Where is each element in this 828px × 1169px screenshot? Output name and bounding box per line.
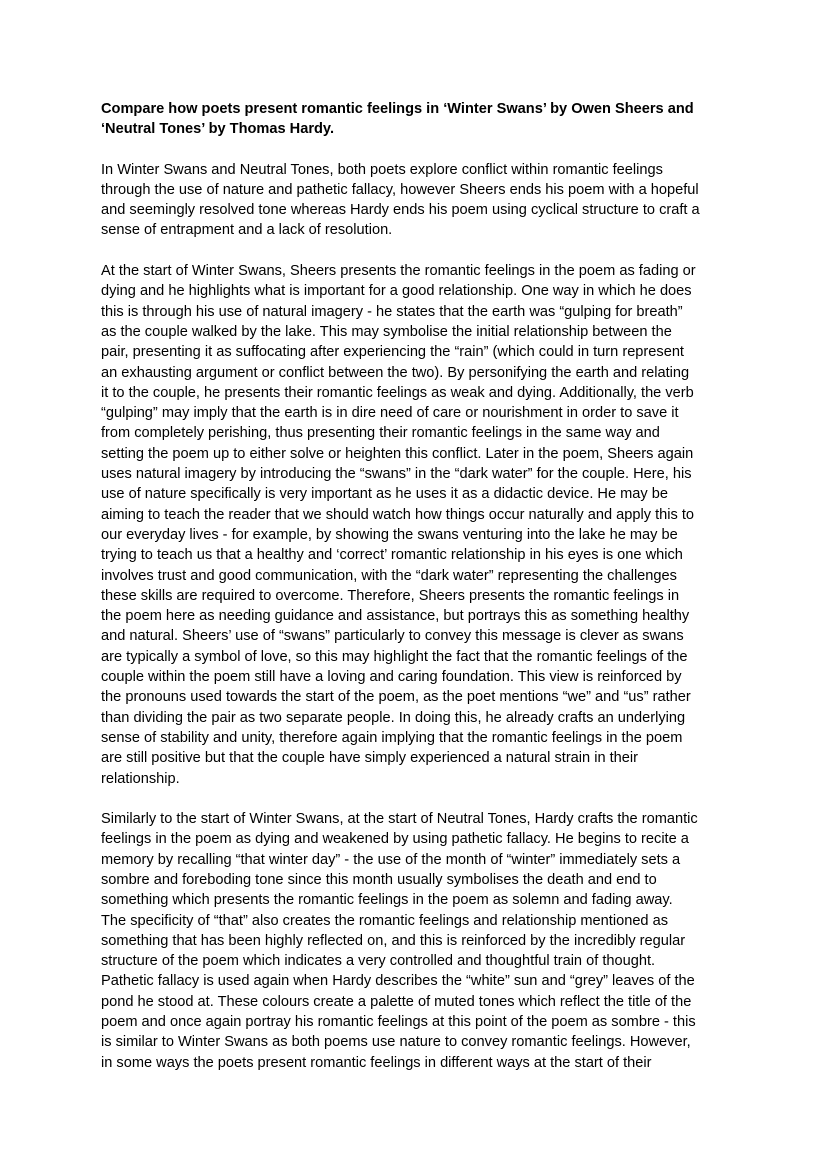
paragraph-line: and seemingly resolved tone whereas Hardy ends his poem using cyclical structure to craft a (101, 202, 700, 219)
paragraph-line: involves trust and good communication, with the “dark water” representing the challenges (101, 567, 677, 584)
paragraph-line: couple within the poem still have a loving and caring foundation. This view is reinforced by (101, 669, 682, 686)
paragraph-line: and natural. Sheers’ use of “swans” particularly to convey this message is clever as swans (101, 628, 684, 645)
paragraph-line: memory by recalling “that winter day” - the use of the month of “winter” immediately sets a (101, 851, 681, 868)
essay-body (101, 160, 741, 1073)
paragraph-line: these skills are required to overcome. Therefore, Sheers presents the romantic feelings in (101, 587, 680, 604)
paragraph-line: this is through his use of natural imagery - he states that the earth was “gulping for breath” (101, 303, 683, 320)
paragraph-line: in some ways the poets present romantic feelings in different ways at the start of their (101, 1054, 652, 1071)
paragraph (101, 160, 741, 241)
title-line: Compare how poets present romantic feelings in ‘Winter Swans’ by Owen Sheers and (101, 101, 694, 117)
paragraph-line: it to the couple, he presents their romantic feelings as weak and dying. Additionally, the verb (101, 384, 694, 401)
paragraph-line: feelings in the poem as dying and weakened by using pathetic fallacy. He begins to recite a (101, 831, 689, 848)
paragraph-line: the poem here as needing guidance and assistance, but portrays this as something healthy (101, 608, 690, 625)
paragraph-line: relationship. (101, 770, 180, 787)
essay-title (101, 99, 741, 140)
paragraph-line: aiming to teach the reader that we should watch how things occur naturally and apply this to (101, 506, 695, 523)
paragraph (101, 809, 741, 1073)
paragraph-line: as the couple walked by the lake. This may symbolise the initial relationship between the (101, 323, 672, 340)
paragraph-line: an exhausting argument or conflict between the two). By personifying the earth and relating (101, 364, 690, 381)
paragraph-line: something that has been highly reflected on, and this is reinforced by the incredibly regular (101, 932, 686, 949)
paragraph-line: are still positive but that the couple have simply experienced a natural strain in their (101, 750, 639, 767)
paragraph-line: something which presents the romantic feelings in the poem as solemn and fading away. (101, 892, 673, 909)
paragraph-line: sombre and foreboding tone since this month usually symbolises the death and end to (101, 871, 657, 888)
paragraph-line: At the start of Winter Swans, Sheers presents the romantic feelings in the poem as fading or (101, 263, 696, 280)
paragraph-line: setting the poem up to either solve or heighten this conflict. Later in the poem, Sheers again (101, 445, 694, 462)
paragraph-line: Similarly to the start of Winter Swans, at the start of Neutral Tones, Hardy crafts the romantic (101, 811, 698, 828)
paragraph-line: In Winter Swans and Neutral Tones, both poets explore conflict within romantic feelings (101, 161, 663, 178)
paragraph-line: The specificity of “that” also creates the romantic feelings and relationship mentioned as (101, 912, 669, 929)
paragraph-line: uses natural imagery by introducing the “swans” in the “dark water” for the couple. Here, his (101, 466, 692, 483)
paragraph-line: the pronouns used towards the start of the poem, as the poet mentions “we” and “us” rather (101, 689, 691, 706)
paragraph (101, 261, 741, 789)
paragraph-line: sense of entrapment and a lack of resolution. (101, 222, 393, 239)
paragraph-line: use of nature specifically is very important as he uses it as a didactic device. He may be (101, 486, 668, 503)
document-page (101, 99, 741, 1093)
paragraph-line: our everyday lives - for example, by showing the swans venturing into the lake he may be (101, 526, 678, 543)
title-line: ‘Neutral Tones’ by Thomas Hardy. (101, 121, 335, 138)
paragraph-line: pair, presenting it as suffocating after experiencing the “rain” (which could in turn represent (101, 344, 684, 361)
paragraph-line: through the use of nature and pathetic fallacy, however Sheers ends his poem with a hopeful (101, 181, 699, 198)
paragraph-line: from completely perishing, thus presenting their romantic feelings in the same way and (101, 425, 660, 442)
paragraph-line: sense of stability and unity, therefore again implying that the romantic feelings in the poem (101, 729, 683, 746)
paragraph-line: than dividing the pair as two separate people. In doing this, he already crafts an underlying (101, 709, 686, 726)
paragraph-line: “gulping” may imply that the earth is in dire need of care or nourishment in order to save it (101, 405, 679, 422)
paragraph-line: is similar to Winter Swans as both poems use nature to convey romantic feelings. However, (101, 1034, 691, 1051)
paragraph-line: poem and once again portray his romantic feelings at this point of the poem as sombre - this (101, 1014, 696, 1031)
paragraph-line: Pathetic fallacy is used again when Hardy describes the “white” sun and “grey” leaves of the (101, 973, 695, 990)
paragraph-line: dying and he highlights what is important for a good relationship. One way in which he does (101, 283, 692, 300)
paragraph-line: are typically a symbol of love, so this may highlight the fact that the romantic feelings of the (101, 648, 688, 665)
paragraph-line: structure of the poem which indicates a very controlled and thoughtful train of thought. (101, 953, 656, 970)
paragraph-line: trying to teach us that a healthy and ‘correct’ romantic relationship in his eyes is one which (101, 547, 683, 564)
paragraph-line: pond he stood at. These colours create a palette of muted tones which reflect the title of the (101, 993, 692, 1010)
